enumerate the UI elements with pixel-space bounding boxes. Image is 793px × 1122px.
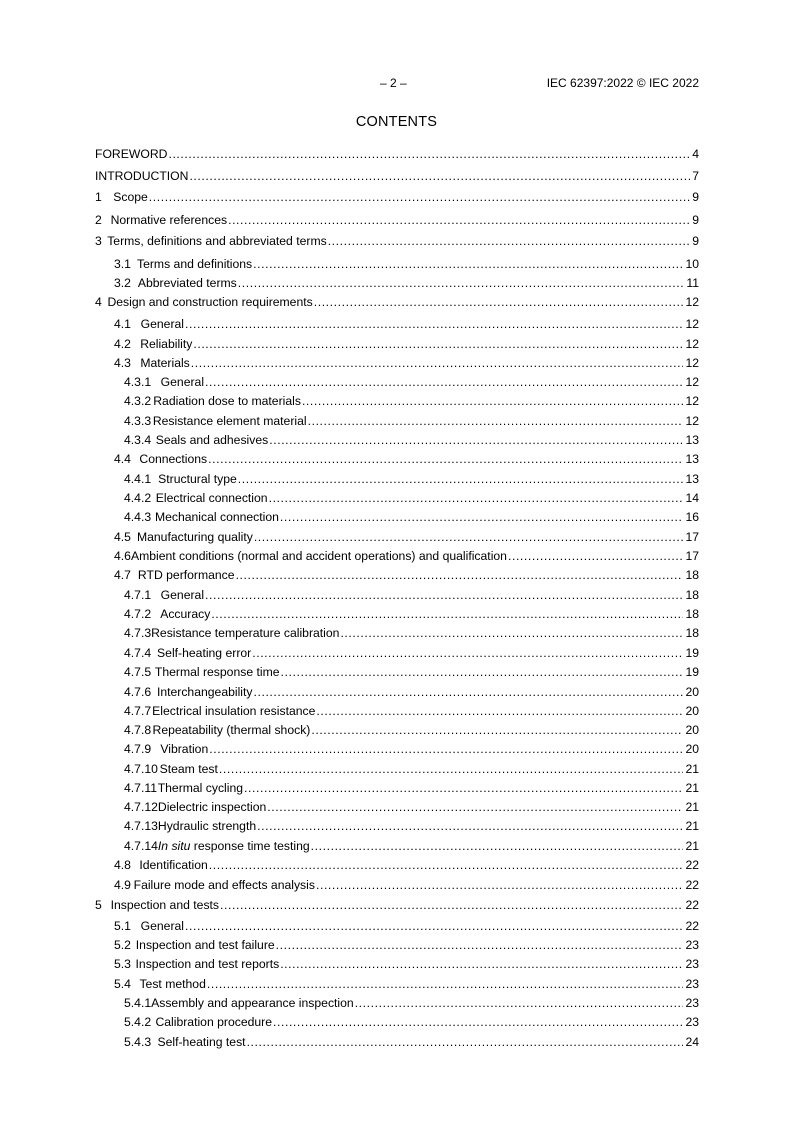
toc-entry-title: Design and construction requirements (107, 295, 313, 309)
toc-entry[interactable] (95, 818, 699, 834)
toc-entry-page: 4 (692, 147, 699, 161)
toc-entry-page: 9 (692, 213, 699, 227)
toc-entry-title: Thermal response time (154, 665, 280, 679)
toc-entry-number: 5.4.1 (124, 996, 152, 1010)
toc-entry[interactable] (95, 897, 699, 913)
toc-entry-number: 4.4 (114, 452, 131, 466)
toc-dot-leader (508, 548, 683, 564)
toc-dot-leader (168, 146, 690, 162)
toc-dot-leader (238, 275, 685, 291)
toc-entry-title: In situ response time testing (157, 839, 310, 853)
toc-entry-page: 22 (685, 878, 699, 892)
toc-entry[interactable] (95, 857, 699, 873)
toc-entry-number: 4.3.1 (124, 375, 152, 389)
toc-entry-page: 23 (685, 977, 699, 991)
toc-entry-number: 4.4.3 (124, 510, 152, 524)
toc-entry-number: 4.3.2 (124, 394, 152, 408)
toc-entry-number: 4.7.9 (124, 742, 152, 756)
toc-entry-page: 12 (685, 414, 699, 428)
toc-entry-page: 20 (685, 704, 699, 718)
toc-entry[interactable] (95, 877, 699, 893)
toc-entry-page: 17 (685, 549, 699, 563)
toc-entry-number: 4.7.13 (124, 819, 158, 833)
toc-entry-title: Mechanical connection (154, 510, 279, 524)
toc-entry-page: 20 (685, 723, 699, 737)
toc-entry-page: 13 (685, 472, 699, 486)
toc-dot-leader (280, 509, 684, 525)
toc-dot-leader (219, 761, 684, 777)
toc-entry-page: 16 (685, 510, 699, 524)
toc-entry-title: Test method (139, 977, 206, 991)
toc-entry-page: 10 (685, 257, 699, 271)
toc-dot-leader (269, 490, 684, 506)
toc-entry-title: Radiation dose to materials (153, 394, 301, 408)
toc-entry-title: Resistance element material (152, 414, 307, 428)
toc-entry-page: 18 (685, 588, 699, 602)
toc-entry-title: Materials (140, 356, 190, 370)
toc-entry[interactable] (95, 432, 699, 448)
toc-entry-title: RTD performance (137, 568, 235, 582)
toc-entry-number: 4.4.2 (124, 491, 152, 505)
toc-entry-page: 12 (685, 317, 699, 331)
toc-entry[interactable] (95, 780, 699, 796)
toc-dot-leader (191, 355, 684, 371)
toc-entry-title: Terms, definitions and abbreviated terms (107, 234, 327, 248)
toc-entry-title: FOREWORD (95, 147, 168, 161)
toc-entry-page: 9 (692, 234, 699, 248)
toc-entry[interactable] (95, 741, 699, 757)
contents-title: CONTENTS (355, 114, 438, 130)
toc-dot-leader (205, 587, 683, 603)
toc-entry-title: Reliability (140, 337, 193, 351)
toc-entry-title: Interchangeability (156, 685, 253, 699)
toc-entry-number: 2 (95, 213, 102, 227)
toc-entry-title: Inspection and test failure (135, 938, 275, 952)
toc-entry-number: 4.7.14 (124, 839, 158, 853)
toc-dot-leader (254, 529, 684, 545)
toc-entry-page: 23 (685, 996, 699, 1010)
toc-dot-leader (205, 374, 683, 390)
toc-entry[interactable] (95, 490, 699, 506)
toc-entry-title: Electrical insulation resistance (152, 704, 316, 718)
toc-entry[interactable] (95, 799, 699, 815)
toc-entry-page: 23 (685, 957, 699, 971)
toc-entry-number: 5.3 (114, 957, 131, 971)
toc-entry-number: 4.7.10 (124, 762, 158, 776)
toc-entry[interactable] (95, 471, 699, 487)
toc-entry-number: 3 (95, 234, 102, 248)
toc-dot-leader (311, 722, 683, 738)
toc-entry-page: 11 (686, 276, 699, 290)
toc-entry[interactable] (95, 393, 699, 409)
toc-dot-leader (257, 818, 683, 834)
toc-entry-page: 13 (685, 433, 699, 447)
toc-entry-number: 4.7.7 (124, 704, 152, 718)
toc-entry[interactable] (95, 838, 699, 854)
toc-dot-leader (207, 976, 684, 992)
toc-entry[interactable] (95, 413, 699, 429)
toc-dot-leader (273, 1014, 683, 1030)
toc-entry-number: 3.2 (114, 276, 131, 290)
toc-dot-leader (269, 432, 683, 448)
toc-dot-leader (209, 741, 683, 757)
toc-entry-title: Thermal cycling (157, 781, 244, 795)
toc-dot-leader (276, 937, 684, 953)
toc-entry-title: Manufacturing quality (136, 530, 253, 544)
toc-dot-leader (316, 877, 683, 893)
toc-entry-page: 18 (685, 607, 699, 621)
toc-entry-number: 4.3.3 (124, 414, 152, 428)
toc-entry[interactable] (95, 233, 699, 249)
toc-dot-leader (316, 703, 683, 719)
toc-entry-number: 4.7.11 (124, 781, 157, 795)
toc-entry-page: 19 (685, 665, 699, 679)
toc-entry-number: 4.5 (114, 530, 131, 544)
toc-dot-leader (244, 780, 683, 796)
toc-entry-number: 5 (95, 898, 102, 912)
toc-entry-title: Failure mode and effects analysis (133, 878, 315, 892)
toc-dot-leader (193, 336, 683, 352)
toc-entry-title: General (140, 919, 184, 933)
toc-entry[interactable] (95, 567, 699, 583)
toc-entry-number: 4.7.3 (124, 626, 152, 640)
toc-entry[interactable] (95, 1014, 699, 1030)
toc-entry-title: Normative references (110, 213, 228, 227)
toc-entry-page: 21 (685, 819, 699, 833)
page-header (95, 76, 699, 92)
toc-dot-leader (267, 799, 683, 815)
toc-entry-number: 1 (95, 190, 102, 204)
toc-entry[interactable] (95, 146, 699, 162)
toc-entry[interactable] (95, 625, 699, 641)
toc-entry-title: General (160, 375, 205, 389)
toc-entry-number: 4.3.4 (124, 433, 152, 447)
toc-dot-leader (208, 451, 683, 467)
toc-entry-title: INTRODUCTION (95, 169, 189, 183)
toc-entry-page: 7 (692, 169, 699, 183)
toc-entry[interactable] (95, 606, 699, 622)
toc-entry-page: 21 (685, 781, 699, 795)
toc-entry-page: 19 (685, 646, 699, 660)
toc-entry-number: 4.9 (114, 878, 131, 892)
toc-entry[interactable] (95, 645, 699, 661)
toc-entry-title: Accuracy (160, 607, 211, 621)
toc-dot-leader (302, 393, 684, 409)
toc-entry-title: General (140, 317, 184, 331)
toc-entry-number: 4.6 (114, 549, 131, 563)
toc-entry-number: 4.7.2 (124, 607, 152, 621)
toc-dot-leader (311, 838, 684, 854)
toc-entry-page: 17 (685, 530, 699, 544)
toc-entry-number: 4.7.8 (124, 723, 152, 737)
toc-entry[interactable] (95, 684, 699, 700)
toc-entry[interactable] (95, 722, 699, 738)
toc-dot-leader (209, 857, 684, 873)
toc-dot-leader (149, 189, 690, 205)
toc-entry-title: Vibration (160, 742, 209, 756)
toc-entry[interactable] (95, 761, 699, 777)
toc-entry-title: Electrical connection (155, 491, 268, 505)
toc-entry[interactable] (95, 316, 699, 332)
toc-entry[interactable] (95, 529, 699, 545)
toc-entry-title: Repeatability (thermal shock) (152, 723, 311, 737)
toc-dot-leader (253, 256, 683, 272)
toc-entry-title: Hydraulic strength (157, 819, 257, 833)
toc-entry-number: 5.4.2 (124, 1015, 152, 1029)
toc-entry-number: 4.7.4 (124, 646, 152, 660)
toc-entry-title: Self-heating test (157, 1035, 246, 1049)
toc-dot-leader (328, 233, 691, 249)
toc-dot-leader (211, 606, 683, 622)
toc-entry-page: 21 (685, 839, 699, 853)
toc-dot-leader (340, 625, 683, 641)
toc-entry-number: 4.4.1 (124, 472, 152, 486)
toc-entry[interactable] (95, 587, 699, 603)
toc-entry-page: 23 (685, 1015, 699, 1029)
toc-entry[interactable] (95, 509, 699, 525)
toc-entry[interactable] (95, 956, 699, 972)
toc-entry-number: 3.1 (114, 257, 131, 271)
toc-dot-leader (252, 645, 683, 661)
toc-entry-page: 22 (685, 919, 699, 933)
toc-dot-leader (247, 1034, 684, 1050)
toc-entry-title: Steam test (159, 762, 218, 776)
toc-dot-leader (238, 471, 684, 487)
toc-entry-page: 22 (685, 898, 699, 912)
toc-dot-leader (314, 294, 684, 310)
toc-entry-number: 5.1 (114, 919, 131, 933)
toc-entry-number: 5.2 (114, 938, 131, 952)
toc-entry[interactable] (95, 355, 699, 371)
page-number: – 2 – (380, 76, 407, 90)
toc-entry[interactable] (95, 451, 699, 467)
toc-entry-title: Ambient conditions (normal and accident operations) and qualification (130, 549, 507, 563)
toc-entry[interactable] (95, 275, 699, 291)
toc-entry[interactable] (95, 1034, 699, 1050)
toc-entry-page: 12 (685, 295, 699, 309)
toc-entry[interactable] (95, 703, 699, 719)
toc-dot-leader (185, 316, 683, 332)
toc-entry-number: 4 (95, 295, 102, 309)
toc-entry[interactable] (95, 374, 699, 390)
toc-entry-title: Inspection and test reports (135, 957, 280, 971)
toc-entry[interactable] (95, 548, 699, 564)
toc-entry-page: 21 (685, 762, 699, 776)
toc-entry[interactable] (95, 976, 699, 992)
toc-entry-title: Calibration procedure (155, 1015, 272, 1029)
toc-dot-leader (220, 897, 683, 913)
toc-entry-number: 4.7.5 (124, 665, 152, 679)
toc-entry-page: 12 (685, 394, 699, 408)
toc-entry-number: 4.1 (114, 317, 131, 331)
toc-entry-number: 4.8 (114, 858, 131, 872)
toc-entry-title: Identification (139, 858, 208, 872)
toc-entry-page: 14 (685, 491, 699, 505)
toc-entry[interactable] (95, 918, 699, 934)
toc-entry-title: General (160, 588, 205, 602)
toc-entry-page: 20 (685, 742, 699, 756)
toc-entry-page: 20 (685, 685, 699, 699)
toc-dot-leader (280, 956, 683, 972)
toc-entry[interactable] (95, 212, 699, 228)
toc-entry[interactable] (95, 336, 699, 352)
toc-entry[interactable] (95, 664, 699, 680)
toc-dot-leader (308, 413, 684, 429)
toc-entry-page: 22 (685, 858, 699, 872)
toc-entry-number: 4.3 (114, 356, 131, 370)
toc-entry-title: Connections (139, 452, 208, 466)
toc-entry-page: 18 (685, 568, 699, 582)
toc-entry[interactable] (95, 168, 699, 184)
toc-entry-title: Self-heating error (157, 646, 252, 660)
toc-entry-page: 24 (685, 1035, 699, 1049)
toc-entry-title-italic: In situ (157, 839, 191, 853)
toc-entry-number: 4.7.1 (124, 588, 152, 602)
toc-entry-number: 5.4.3 (124, 1035, 152, 1049)
standard-reference: IEC 62397:2022 © IEC 2022 (546, 76, 699, 90)
toc-entry-title: Terms and definitions (136, 257, 253, 271)
toc-dot-leader (228, 212, 690, 228)
toc-entry-page: 9 (692, 190, 699, 204)
toc-dot-leader (253, 684, 683, 700)
toc-entry-title: Dielectric inspection (157, 800, 267, 814)
toc-entry-title: Abbreviated terms (137, 276, 237, 290)
toc-entry-number: 4.2 (114, 337, 131, 351)
toc-entry-title: Inspection and tests (110, 898, 220, 912)
toc-entry-page: 23 (685, 938, 699, 952)
toc-entry-number: 4.7.12 (124, 800, 158, 814)
toc-entry[interactable] (95, 294, 699, 310)
toc-dot-leader (189, 168, 690, 184)
toc-dot-leader (281, 664, 684, 680)
toc-entry-number: 4.7.6 (124, 685, 152, 699)
toc-entry-number: 4.7 (114, 568, 131, 582)
toc-entry[interactable] (95, 995, 699, 1011)
toc-entry-number: 5.4 (114, 977, 131, 991)
toc-entry[interactable] (95, 189, 699, 205)
toc-entry-title: Resistance temperature calibration (151, 626, 340, 640)
toc-entry-title: Scope (113, 190, 148, 204)
toc-entry[interactable] (95, 256, 699, 272)
toc-entry-page: 12 (685, 337, 699, 351)
toc-entry-page: 13 (685, 452, 699, 466)
toc-dot-leader (236, 567, 684, 583)
toc-entry-page: 12 (685, 356, 699, 370)
toc-entry-title: Structural type (158, 472, 237, 486)
toc-entry-title: Assembly and appearance inspection (151, 996, 354, 1010)
toc-entry-page: 21 (685, 800, 699, 814)
toc-dot-leader (185, 918, 683, 934)
toc-entry-page: 12 (685, 375, 699, 389)
toc-entry-page: 18 (685, 626, 699, 640)
toc-dot-leader (355, 995, 684, 1011)
toc-entry[interactable] (95, 937, 699, 953)
toc-entry-title: Seals and adhesives (155, 433, 269, 447)
